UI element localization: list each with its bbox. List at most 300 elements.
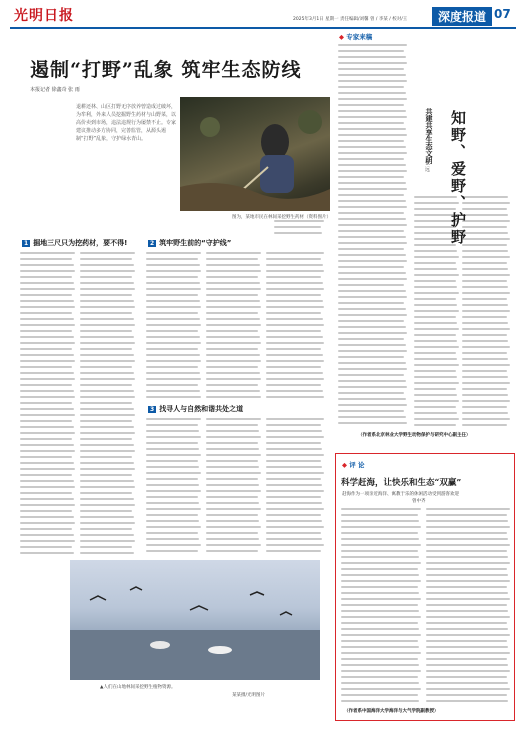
text-line bbox=[462, 286, 508, 288]
text-line bbox=[266, 508, 324, 510]
text-line bbox=[414, 274, 459, 276]
text-line bbox=[338, 164, 406, 166]
text-line bbox=[266, 348, 321, 350]
text-line bbox=[462, 358, 508, 360]
text-line bbox=[146, 372, 200, 374]
page-number: 07 bbox=[494, 7, 511, 21]
text-line bbox=[20, 252, 75, 254]
text-line bbox=[338, 284, 404, 286]
text-line bbox=[20, 534, 74, 536]
text-line bbox=[338, 386, 407, 388]
text-line bbox=[206, 384, 258, 386]
text-line bbox=[20, 372, 74, 374]
text-line bbox=[146, 390, 200, 392]
text-line bbox=[146, 360, 201, 362]
text-line bbox=[80, 438, 132, 440]
main-headline: 遏制“打野”乱象 筑牢生态防线 bbox=[30, 59, 302, 81]
text-line bbox=[414, 256, 459, 258]
lead-quote: 退耕还林、山区打野无序放养曾造成过破坏，为牟利，外来人员挖掘野生药材与山野菜，以高价卖到市场，违法违规行为屡禁不止。专家建议推动多方协同，完善监管，从源头遏制“打野”乱象，守护绿水青山。 bbox=[76, 104, 177, 142]
text-line bbox=[206, 354, 260, 356]
photo-digging-herbs bbox=[180, 97, 330, 211]
text-line bbox=[80, 444, 134, 446]
text-line bbox=[20, 258, 72, 260]
text-line bbox=[338, 62, 407, 64]
text-line bbox=[146, 282, 200, 284]
text-line bbox=[266, 390, 323, 392]
text-line bbox=[206, 532, 258, 534]
column-endnote: （作者系北京林业大学野生动物保护与研究中心副主任） bbox=[358, 433, 471, 438]
text-line bbox=[206, 502, 259, 504]
text-line bbox=[338, 404, 407, 406]
text-line bbox=[20, 300, 74, 302]
text-line bbox=[338, 56, 406, 58]
text-line bbox=[146, 342, 201, 344]
text-line bbox=[338, 254, 406, 256]
date-line: 2025年3月1日 星期一 责任编辑/刘馨 曾 / 李某 / 校对/王 bbox=[293, 17, 408, 22]
text-line bbox=[206, 294, 258, 296]
text-line bbox=[206, 282, 260, 284]
tag-marker: ◆ bbox=[339, 33, 344, 41]
text-line bbox=[80, 498, 134, 500]
text-line bbox=[338, 266, 404, 268]
text-line bbox=[414, 304, 457, 306]
text-line bbox=[414, 370, 456, 372]
text-line bbox=[206, 490, 261, 492]
text-line bbox=[146, 448, 199, 450]
text-line bbox=[80, 480, 134, 482]
text-line bbox=[80, 414, 135, 416]
text-line bbox=[414, 250, 457, 252]
text-line bbox=[266, 454, 324, 456]
column-title: 知野、爱野、护野 bbox=[449, 110, 467, 246]
text-line bbox=[80, 384, 132, 386]
text-line bbox=[20, 462, 74, 464]
text-line bbox=[414, 388, 456, 390]
text-line bbox=[206, 460, 258, 462]
text-line bbox=[206, 484, 259, 486]
text-line bbox=[206, 436, 261, 438]
text-line bbox=[462, 322, 508, 324]
column-author: 张 远 bbox=[424, 160, 430, 172]
text-line bbox=[206, 312, 258, 314]
text-line bbox=[414, 352, 456, 354]
subhead-1 bbox=[22, 238, 127, 248]
text-line bbox=[20, 468, 75, 470]
text-line bbox=[20, 444, 74, 446]
text-line bbox=[146, 318, 200, 320]
text-line bbox=[338, 44, 407, 46]
text-line bbox=[146, 550, 198, 552]
text-line bbox=[20, 522, 75, 524]
photo-credit: 某某摄/光明图片 bbox=[232, 693, 266, 698]
text-line bbox=[80, 474, 132, 476]
text-line bbox=[80, 342, 135, 344]
text-line bbox=[338, 410, 404, 412]
text-line bbox=[80, 390, 134, 392]
text-line bbox=[338, 242, 407, 244]
text-line bbox=[206, 330, 258, 332]
text-line bbox=[462, 304, 508, 306]
text-line bbox=[206, 300, 260, 302]
text-line bbox=[80, 270, 135, 272]
text-line bbox=[338, 140, 404, 142]
text-line bbox=[20, 552, 74, 554]
text-line bbox=[414, 400, 459, 402]
text-line bbox=[146, 532, 198, 534]
text-line bbox=[206, 430, 259, 432]
text-line bbox=[338, 74, 406, 76]
text-line bbox=[146, 478, 198, 480]
subhead-title: 找寻人与自然和谐共处之道 bbox=[159, 405, 244, 413]
text-line bbox=[414, 382, 459, 384]
text-line bbox=[266, 484, 322, 486]
text-line bbox=[80, 486, 135, 488]
text-line bbox=[266, 282, 323, 284]
text-line bbox=[338, 200, 406, 202]
text-line bbox=[414, 406, 456, 408]
text-line bbox=[462, 352, 507, 354]
text-line bbox=[206, 526, 261, 528]
text-line bbox=[20, 408, 74, 410]
text-line bbox=[146, 252, 201, 254]
text-line bbox=[20, 378, 75, 380]
text-line bbox=[80, 522, 135, 524]
text-line bbox=[266, 360, 324, 362]
text-line bbox=[80, 462, 134, 464]
text-line bbox=[80, 318, 134, 320]
column-subtitle: 共建共享生态文明 bbox=[425, 108, 434, 164]
text-line bbox=[146, 366, 198, 368]
text-line bbox=[338, 80, 407, 82]
text-line bbox=[146, 466, 199, 468]
text-line bbox=[206, 508, 261, 510]
text-line bbox=[20, 432, 75, 434]
text-line bbox=[146, 348, 198, 350]
text-line bbox=[338, 392, 404, 394]
review-author: 曾中齐 bbox=[412, 499, 426, 504]
text-line bbox=[338, 236, 406, 238]
text-line bbox=[414, 298, 456, 300]
text-line bbox=[80, 354, 134, 356]
text-line bbox=[462, 394, 508, 396]
text-line bbox=[206, 318, 260, 320]
text-line bbox=[206, 442, 258, 444]
text-line bbox=[266, 502, 322, 504]
text-line bbox=[462, 220, 510, 222]
text-line bbox=[206, 544, 261, 546]
text-line bbox=[266, 300, 323, 302]
text-line bbox=[80, 360, 135, 362]
text-line bbox=[338, 218, 406, 220]
text-line bbox=[414, 358, 457, 360]
text-line bbox=[206, 360, 261, 362]
text-line bbox=[266, 430, 322, 432]
text-line bbox=[80, 432, 135, 434]
text-line bbox=[338, 338, 404, 340]
text-line bbox=[206, 270, 261, 272]
text-line bbox=[80, 426, 134, 428]
text-line bbox=[266, 378, 324, 380]
text-line bbox=[206, 378, 261, 380]
text-line bbox=[206, 466, 259, 468]
text-line bbox=[338, 104, 404, 106]
text-line bbox=[338, 86, 404, 88]
text-line bbox=[80, 252, 135, 254]
text-line bbox=[338, 122, 404, 124]
text-line bbox=[146, 336, 200, 338]
text-line bbox=[462, 424, 507, 426]
text-line bbox=[206, 276, 258, 278]
column-tag bbox=[339, 32, 372, 41]
text-line bbox=[266, 276, 321, 278]
text-line bbox=[20, 510, 72, 512]
text-line bbox=[20, 450, 75, 452]
text-line bbox=[462, 388, 507, 390]
text-line bbox=[20, 480, 74, 482]
text-line bbox=[266, 288, 324, 290]
text-line bbox=[338, 278, 407, 280]
text-line bbox=[20, 264, 74, 266]
text-line bbox=[266, 342, 324, 344]
text-line bbox=[414, 376, 457, 378]
text-line bbox=[266, 336, 323, 338]
text-line bbox=[266, 520, 322, 522]
text-line bbox=[80, 264, 134, 266]
text-line bbox=[20, 306, 75, 308]
text-line bbox=[338, 188, 407, 190]
text-line bbox=[462, 262, 507, 264]
text-line bbox=[146, 300, 200, 302]
text-line bbox=[80, 312, 132, 314]
photo-wetland-birds bbox=[70, 560, 320, 680]
review-tag-label: 评 论 bbox=[349, 461, 365, 469]
text-line bbox=[462, 340, 508, 342]
subhead-3 bbox=[148, 404, 243, 414]
text-line bbox=[146, 490, 201, 492]
text-line bbox=[414, 310, 459, 312]
text-line bbox=[206, 258, 258, 260]
text-line bbox=[462, 382, 510, 384]
text-line bbox=[146, 258, 198, 260]
text-line bbox=[20, 516, 74, 518]
text-line bbox=[206, 478, 258, 480]
text-line bbox=[462, 412, 508, 414]
text-line bbox=[20, 426, 74, 428]
text-line bbox=[266, 436, 324, 438]
review-title: 科学赶海，让快乐和生态“双赢” bbox=[341, 478, 462, 488]
text-line bbox=[266, 372, 323, 374]
text-line bbox=[462, 316, 507, 318]
text-line bbox=[266, 514, 321, 516]
text-line bbox=[338, 320, 404, 322]
text-line bbox=[206, 496, 258, 498]
text-line bbox=[266, 526, 324, 528]
text-line bbox=[206, 336, 260, 338]
text-line bbox=[146, 288, 201, 290]
text-line bbox=[80, 534, 134, 536]
photo-caption: 图为，某地市民在林间采挖野生药材（资料图片） bbox=[232, 215, 331, 220]
text-line bbox=[266, 472, 324, 474]
text-line bbox=[20, 330, 72, 332]
text-line bbox=[20, 390, 74, 392]
text-line bbox=[146, 520, 199, 522]
text-line bbox=[414, 334, 456, 336]
text-line bbox=[338, 416, 406, 418]
text-line bbox=[266, 312, 321, 314]
text-line bbox=[462, 292, 510, 294]
text-line bbox=[80, 456, 132, 458]
text-line bbox=[266, 396, 324, 398]
text-line bbox=[266, 532, 321, 534]
text-line bbox=[206, 306, 261, 308]
text-line bbox=[206, 418, 261, 420]
text-line bbox=[80, 348, 132, 350]
text-line bbox=[80, 336, 134, 338]
review-tag bbox=[342, 460, 365, 469]
text-line bbox=[266, 366, 321, 368]
text-line bbox=[338, 158, 404, 160]
text-line bbox=[146, 538, 199, 540]
text-line bbox=[338, 380, 406, 382]
text-line bbox=[206, 472, 261, 474]
text-line bbox=[266, 460, 321, 462]
text-line bbox=[80, 510, 132, 512]
text-line bbox=[462, 250, 508, 252]
text-line bbox=[80, 492, 132, 494]
text-line bbox=[462, 364, 510, 366]
text-line bbox=[20, 354, 74, 356]
text-line bbox=[266, 330, 321, 332]
text-line bbox=[338, 176, 404, 178]
text-line bbox=[338, 224, 407, 226]
column-tag-label: 专家来稿 bbox=[346, 33, 373, 41]
text-line bbox=[338, 332, 407, 334]
text-line bbox=[146, 330, 198, 332]
text-line bbox=[462, 346, 510, 348]
text-line bbox=[414, 418, 459, 420]
text-line bbox=[80, 396, 135, 398]
text-line bbox=[338, 194, 404, 196]
text-line bbox=[462, 328, 510, 330]
text-line bbox=[80, 282, 134, 284]
text-line bbox=[462, 280, 507, 282]
masthead-rule bbox=[10, 27, 516, 29]
text-line bbox=[266, 544, 324, 546]
text-line bbox=[414, 292, 459, 294]
text-line bbox=[462, 310, 510, 312]
text-line bbox=[146, 508, 201, 510]
text-line bbox=[206, 264, 260, 266]
text-line bbox=[206, 454, 261, 456]
text-line bbox=[20, 336, 74, 338]
section-name: 深度报道 bbox=[432, 7, 492, 26]
text-line bbox=[338, 152, 407, 154]
text-line bbox=[266, 258, 321, 260]
text-line bbox=[266, 442, 321, 444]
text-line bbox=[20, 348, 72, 350]
text-line bbox=[338, 146, 406, 148]
text-line bbox=[338, 116, 407, 118]
text-line bbox=[274, 232, 322, 234]
text-line bbox=[338, 344, 406, 346]
text-line bbox=[146, 276, 198, 278]
text-line bbox=[146, 294, 198, 296]
text-line bbox=[338, 98, 407, 100]
text-line bbox=[80, 468, 135, 470]
text-line bbox=[20, 528, 72, 530]
text-line bbox=[338, 134, 407, 136]
text-line bbox=[338, 356, 404, 358]
text-line bbox=[462, 238, 510, 240]
text-line bbox=[20, 414, 75, 416]
text-line bbox=[146, 384, 198, 386]
text-line bbox=[146, 264, 200, 266]
text-line bbox=[266, 550, 321, 552]
text-line bbox=[146, 312, 198, 314]
text-line bbox=[462, 418, 510, 420]
text-line bbox=[146, 460, 198, 462]
text-line bbox=[146, 472, 201, 474]
text-line bbox=[266, 252, 324, 254]
text-line bbox=[80, 516, 134, 518]
text-line bbox=[338, 182, 406, 184]
text-line bbox=[338, 248, 404, 250]
text-line bbox=[414, 340, 457, 342]
text-line bbox=[20, 486, 75, 488]
text-line bbox=[80, 276, 132, 278]
subhead-2 bbox=[148, 238, 231, 248]
text-line bbox=[80, 258, 132, 260]
text-line bbox=[414, 346, 459, 348]
text-line bbox=[146, 396, 201, 398]
text-line bbox=[338, 128, 406, 130]
text-line bbox=[80, 372, 134, 374]
text-line bbox=[146, 484, 199, 486]
text-line bbox=[80, 420, 132, 422]
text-line bbox=[20, 288, 75, 290]
text-line bbox=[206, 288, 261, 290]
text-line bbox=[146, 306, 201, 308]
text-line bbox=[414, 280, 456, 282]
text-line bbox=[414, 328, 459, 330]
text-line bbox=[206, 514, 258, 516]
text-line bbox=[206, 342, 261, 344]
text-line bbox=[80, 288, 135, 290]
text-line bbox=[80, 540, 135, 542]
text-line bbox=[338, 302, 404, 304]
text-line bbox=[338, 110, 406, 112]
text-line bbox=[414, 262, 456, 264]
text-line bbox=[274, 226, 321, 228]
text-line bbox=[20, 396, 75, 398]
text-line bbox=[146, 430, 199, 432]
text-line bbox=[146, 270, 201, 272]
text-line bbox=[20, 498, 74, 500]
text-line bbox=[80, 552, 134, 554]
text-line bbox=[266, 306, 324, 308]
text-line bbox=[146, 324, 201, 326]
text-line bbox=[206, 366, 258, 368]
text-line bbox=[462, 406, 507, 408]
text-line bbox=[20, 312, 72, 314]
text-line bbox=[266, 478, 321, 480]
text-line bbox=[80, 294, 132, 296]
text-line bbox=[462, 202, 510, 204]
text-line bbox=[146, 436, 201, 438]
text-line bbox=[20, 324, 75, 326]
text-line bbox=[266, 448, 322, 450]
text-line bbox=[338, 290, 406, 292]
